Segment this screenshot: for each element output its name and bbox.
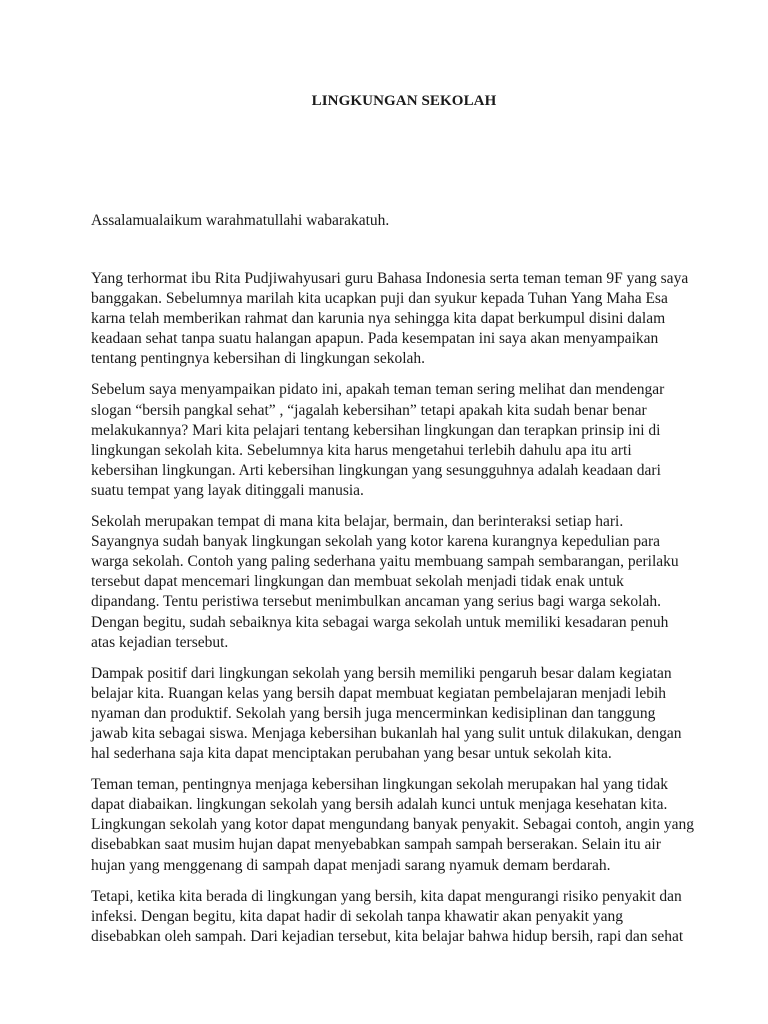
paragraph-line: tersebut dapat mencemari lingkungan dan membuat sekolah menjadi tidak enak untuk (91, 573, 624, 591)
paragraph (91, 512, 691, 653)
paragraph-line: jawab kita sebagai siswa. Menjaga kebersihan bukanlah hal yang sulit untuk dilakukan, dengan (91, 724, 682, 742)
paragraph-line: Tetapi, ketika kita berada di lingkungan yang bersih, kita dapat mengurangi risiko penyakit dan (91, 887, 682, 905)
paragraph-line: suatu tempat yang layak ditinggali manusia. (91, 481, 364, 499)
paragraph (91, 664, 691, 764)
paragraph-line: dipandang. Tentu peristiwa tersebut menimbulkan ancaman yang serius bagi warga sekolah. (91, 593, 661, 611)
paragraph-line: slogan “bersih pangkal sehat” , “jagalah kebersihan” tetapi apakah kita sudah benar benar (91, 401, 647, 419)
paragraph-line: Yang terhormat ibu Rita Pudjiwahyusari guru Bahasa Indonesia serta teman teman 9F yang saya (91, 270, 689, 287)
paragraph-line: Dampak positif dari lingkungan sekolah yang bersih memiliki pengaruh besar dalam kegiatan (91, 664, 672, 682)
paragraph-line: kebersihan lingkungan. Arti kebersihan lingkungan yang sesungguhnya adalah keadaan dari (91, 461, 661, 479)
paragraph (91, 380, 691, 501)
paragraph-line: Sebelum saya menyampaikan pidato ini, apakah teman teman sering melihat dan mendengar (91, 381, 665, 399)
greeting-text: Assalamualaikum warahmatullahi wabarakatuh. (91, 212, 390, 229)
paragraph-line: nyaman dan produktif. Sekolah yang bersih juga mencerminkan kedisiplinan dan tanggung (91, 704, 656, 722)
paragraph-line: hal sederhana saja kita dapat menciptakan perubahan yang besar untuk sekolah kita. (91, 745, 612, 763)
paragraph-line: lingkungan sekolah kita. Sebelumnya kita harus mengetahui terlebih dahulu apa itu arti (91, 441, 632, 459)
paragraph-line: warga sekolah. Contoh yang paling sederhana yaitu membuang sampah sembarangan, perilaku (91, 553, 679, 571)
paragraph-line: disebabkan oleh sampah. Dari kejadian tersebut, kita belajar bahwa hidup bersih, rapi dan sehat (91, 927, 684, 945)
paragraph-line: disebabkan saat musim hujan dapat menyebabkan sampah sampah berserakan. Selain itu air (91, 836, 661, 854)
paragraph-line: Sayangnya sudah banyak lingkungan sekolah yang kotor karena kurangnya kepedulian para (91, 533, 661, 551)
paragraph-line: karna telah memberikan rahmat dan karunia nya sehingga kita dapat berkumpul disini dalam (91, 310, 666, 328)
paragraph-line: atas kejadian tersebut. (91, 633, 229, 651)
paragraph-line: tentang pentingnya kebersihan di lingkungan sekolah. (91, 350, 426, 368)
body-text (91, 269, 695, 958)
paragraph-line: Teman teman, pentingnya menjaga kebersihan lingkungan sekolah merupakan hal yang tidak (91, 776, 668, 794)
paragraph-line: belajar kita. Ruangan kelas yang bersih dapat membuat kegiatan pembelajaran menjadi lebih (91, 684, 667, 702)
paragraph-line: banggakan. Sebelumnya marilah kita ucapkan puji dan syukur kepada Tuhan Yang Maha Esa (91, 290, 668, 308)
paragraph-line: infeksi. Dengan begitu, kita dapat hadir di sekolah tanpa khawatir akan penyakit yang (91, 907, 623, 925)
paragraph-line: melakukannya? Mari kita pelajari tentang kebersihan lingkungan dan terapkan prinsip ini di (91, 421, 661, 439)
document-title: LINGKUNGAN SEKOLAH (311, 93, 497, 109)
paragraph-line: keadaan sehat tanpa suatu halangan apapun. Pada kesempatan ini saya akan menyampaikan (91, 330, 659, 348)
paragraph (91, 269, 691, 369)
paragraph (91, 887, 691, 947)
paragraph-line: Dengan begitu, sudah sebaiknya kita sebagai warga sekolah untuk memiliki kesadaran penuh (91, 613, 669, 631)
paragraph (91, 775, 695, 875)
paragraph-line: Lingkungan sekolah yang kotor dapat mengundang banyak penyakit. Sebagai contoh, angin yang (91, 816, 695, 834)
paragraph-line: dapat diabaikan. lingkungan sekolah yang bersih adalah kunci untuk menjaga kesehatan kita. (91, 796, 668, 814)
paragraph-line: hujan yang menggenang di sampah dapat menjadi sarang nyamuk demam berdarah. (91, 856, 611, 874)
paragraph-line: Sekolah merupakan tempat di mana kita belajar, bermain, dan berinteraksi setiap hari. (91, 513, 624, 531)
